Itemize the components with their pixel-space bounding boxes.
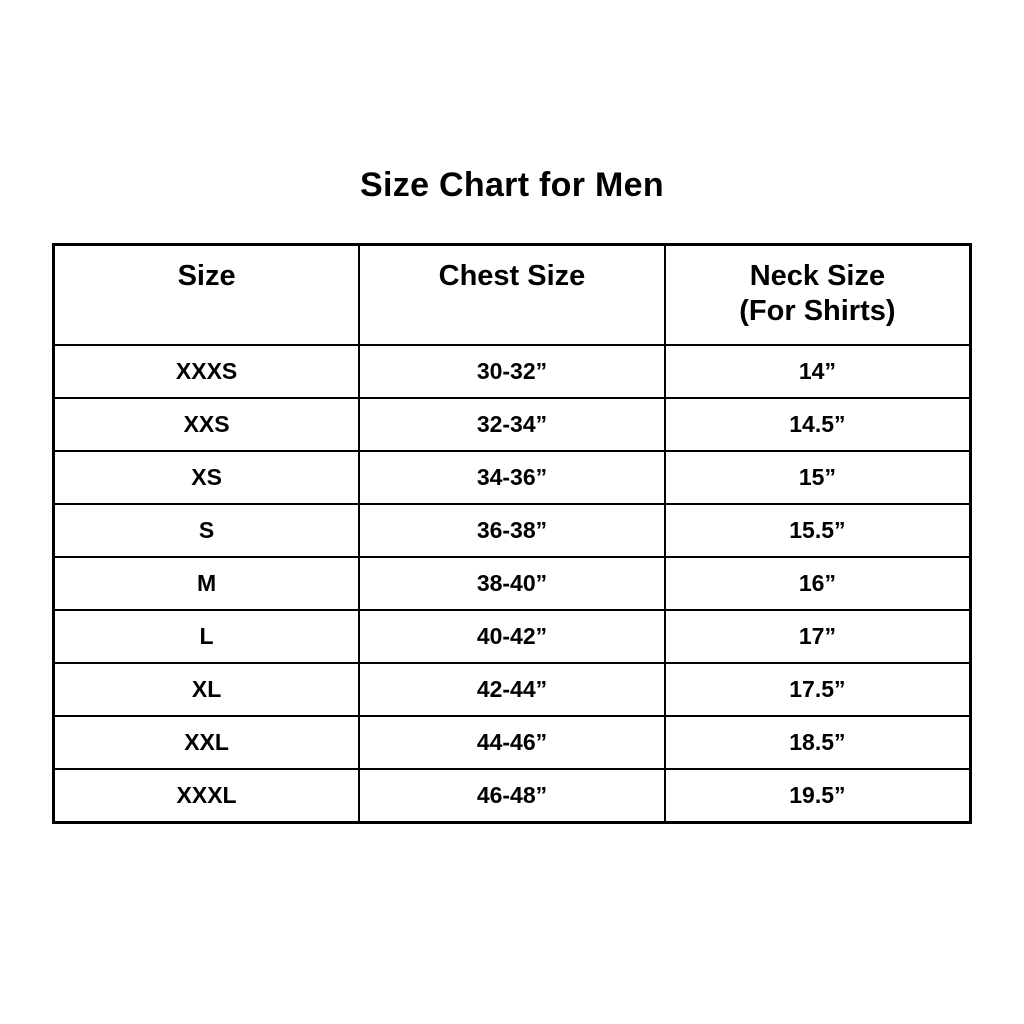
column-header-line: Size	[177, 260, 236, 292]
column-header-line: Neck Size	[749, 260, 886, 292]
header-row	[54, 245, 971, 346]
neck-size-cell: 14”	[665, 345, 971, 398]
table-row	[54, 663, 971, 716]
chest-size-cell: 40-42”	[359, 610, 665, 663]
size-cell: XL	[54, 663, 360, 716]
table-row	[54, 504, 971, 557]
table-row	[54, 557, 971, 610]
chest-size-cell: 32-34”	[359, 398, 665, 451]
column-header-neck-size	[665, 245, 971, 346]
neck-size-cell: 15.5”	[665, 504, 971, 557]
table-header	[54, 245, 971, 346]
size-cell: XXL	[54, 716, 360, 769]
neck-size-cell: 17.5”	[665, 663, 971, 716]
size-cell: M	[54, 557, 360, 610]
size-cell: S	[54, 504, 360, 557]
table-row	[54, 610, 971, 663]
chest-size-cell: 30-32”	[359, 345, 665, 398]
neck-size-cell: 19.5”	[665, 769, 971, 823]
size-cell: XXXS	[54, 345, 360, 398]
table-row	[54, 716, 971, 769]
neck-size-cell: 17”	[665, 610, 971, 663]
chest-size-cell: 34-36”	[359, 451, 665, 504]
chest-size-cell: 36-38”	[359, 504, 665, 557]
chest-size-cell: 42-44”	[359, 663, 665, 716]
size-cell: XS	[54, 451, 360, 504]
size-cell: XXS	[54, 398, 360, 451]
table-body	[54, 345, 971, 823]
column-header-chest-size	[359, 245, 665, 346]
size-chart-table	[52, 243, 972, 824]
size-cell: L	[54, 610, 360, 663]
table-row	[54, 451, 971, 504]
chest-size-cell: 38-40”	[359, 557, 665, 610]
table-row	[54, 345, 971, 398]
neck-size-cell: 16”	[665, 557, 971, 610]
neck-size-cell: 15”	[665, 451, 971, 504]
neck-size-cell: 18.5”	[665, 716, 971, 769]
page-title: Size Chart for Men	[360, 166, 664, 204]
size-cell: XXXL	[54, 769, 360, 823]
column-header-line: Chest Size	[438, 260, 586, 292]
chest-size-cell: 46-48”	[359, 769, 665, 823]
column-header-size	[54, 245, 360, 346]
neck-size-cell: 14.5”	[665, 398, 971, 451]
chest-size-cell: 44-46”	[359, 716, 665, 769]
table-row	[54, 398, 971, 451]
table-row	[54, 769, 971, 823]
column-header-line: (For Shirts)	[739, 295, 896, 327]
